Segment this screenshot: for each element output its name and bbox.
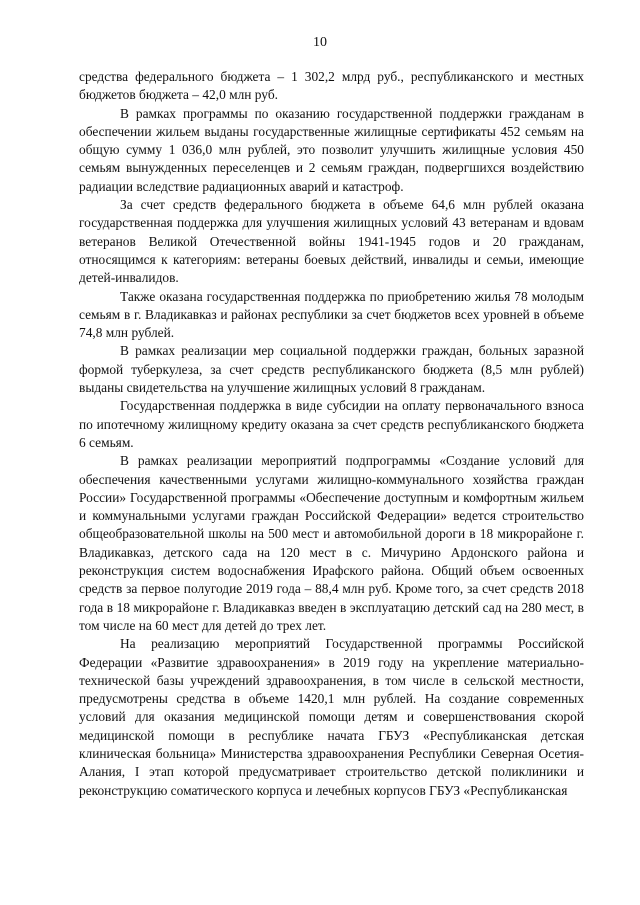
paragraph-4: Также оказана государственная поддержка по приобретению жилья 78 молодым семьям в г. Владикавказ и районах республики за счет бюджетов всех уровней в объеме 74,8 млн рублей.	[79, 288, 584, 341]
paragraph-5: В рамках реализации мер социальной поддержки граждан, больных заразной формой туберкулеза, за счет средств республиканского бюджета (8,5 млн рублей) выданы свидетельства на улучшение жилищных условий 8 гражданам.	[79, 343, 584, 396]
page-number: 10	[313, 35, 327, 50]
paragraph-6: Государственная поддержка в виде субсидии на оплату первоначального взноса по ипотечному жилищному кредиту оказана за счет средств республиканского бюджета 6 семьям.	[79, 398, 584, 450]
paragraph-8: На реализацию мероприятий Государственной программы Российской Федерации «Развитие здравоохранения» в 2019 году на укрепление материально-технической базы учреждений здравоохранения, в том числе в сельской местности, предусмотрены средства в объеме 1420,1 млн рублей. На создание современных условий для оказания медицинской помощи детям и совершенствования скорой медицинской помощи в республике начата ГБУЗ «Республиканская детская клиническая больница» Министерства здравоохранения Республики Северная Осетия-Алания, I этап которой предусматривает строительство детской поликлиники и реконструкцию соматического корпуса и лечебных корпусов ГБУЗ «Республиканская	[79, 636, 584, 798]
paragraph-7: В рамках реализации мероприятий подпрограммы «Создание условий для обеспечения качественными услугами жилищно-коммунального хозяйства граждан России» Государственной программы «Обеспечение доступным и комфортным жильем и коммунальными услугами граждан Российской Федерации» ведется строительство общеобразовательной школы на 500 мест и автомобильной дороги в 18 микрорайоне г. Владикавказ, детского сада на 120 мест в с. Мичурино Ардонского района и реконструкция систем водоснабжения Ирафского района. Общий объем освоенных средств за первое полугодие 2019 года – 88,4 млн руб. Кроме того, за счет средств 2018 года в 18 микрорайоне г. Владикавказ введен в эксплуатацию детский сад на 280 мест, в том числе на 60 мест для детей до трех лет.	[79, 453, 584, 633]
paragraph-1: средства федерального бюджета – 1 302,2 млрд руб., республиканского и местных бюджетов бюджета – 42,0 млн руб.	[79, 69, 584, 103]
document-body	[79, 68, 584, 800]
paragraph-3: За счет средств федерального бюджета в объеме 64,6 млн рублей оказана государственная поддержка для улучшения жилищных условий 43 ветеранам и вдовам ветеранов Великой Отечественной войны 1941-1945 годов и 20 гражданам, относящимся к категориям: ветераны боевых действий, инвалиды и семьи, имеющие детей-инвалидов.	[79, 197, 584, 286]
paragraph-2: В рамках программы по оказанию государственной поддержки гражданам в обеспечении жильем выданы государственные жилищные сертификаты 452 семьям на общую сумму 1 036,0 млн рублей, это позволит улучшить жилищные условия 450 семьям вынужденных переселенцев и 2 семьям граждан, подвергшихся воздействию радиации вследствие радиационных аварий и катастроф.	[79, 105, 584, 194]
